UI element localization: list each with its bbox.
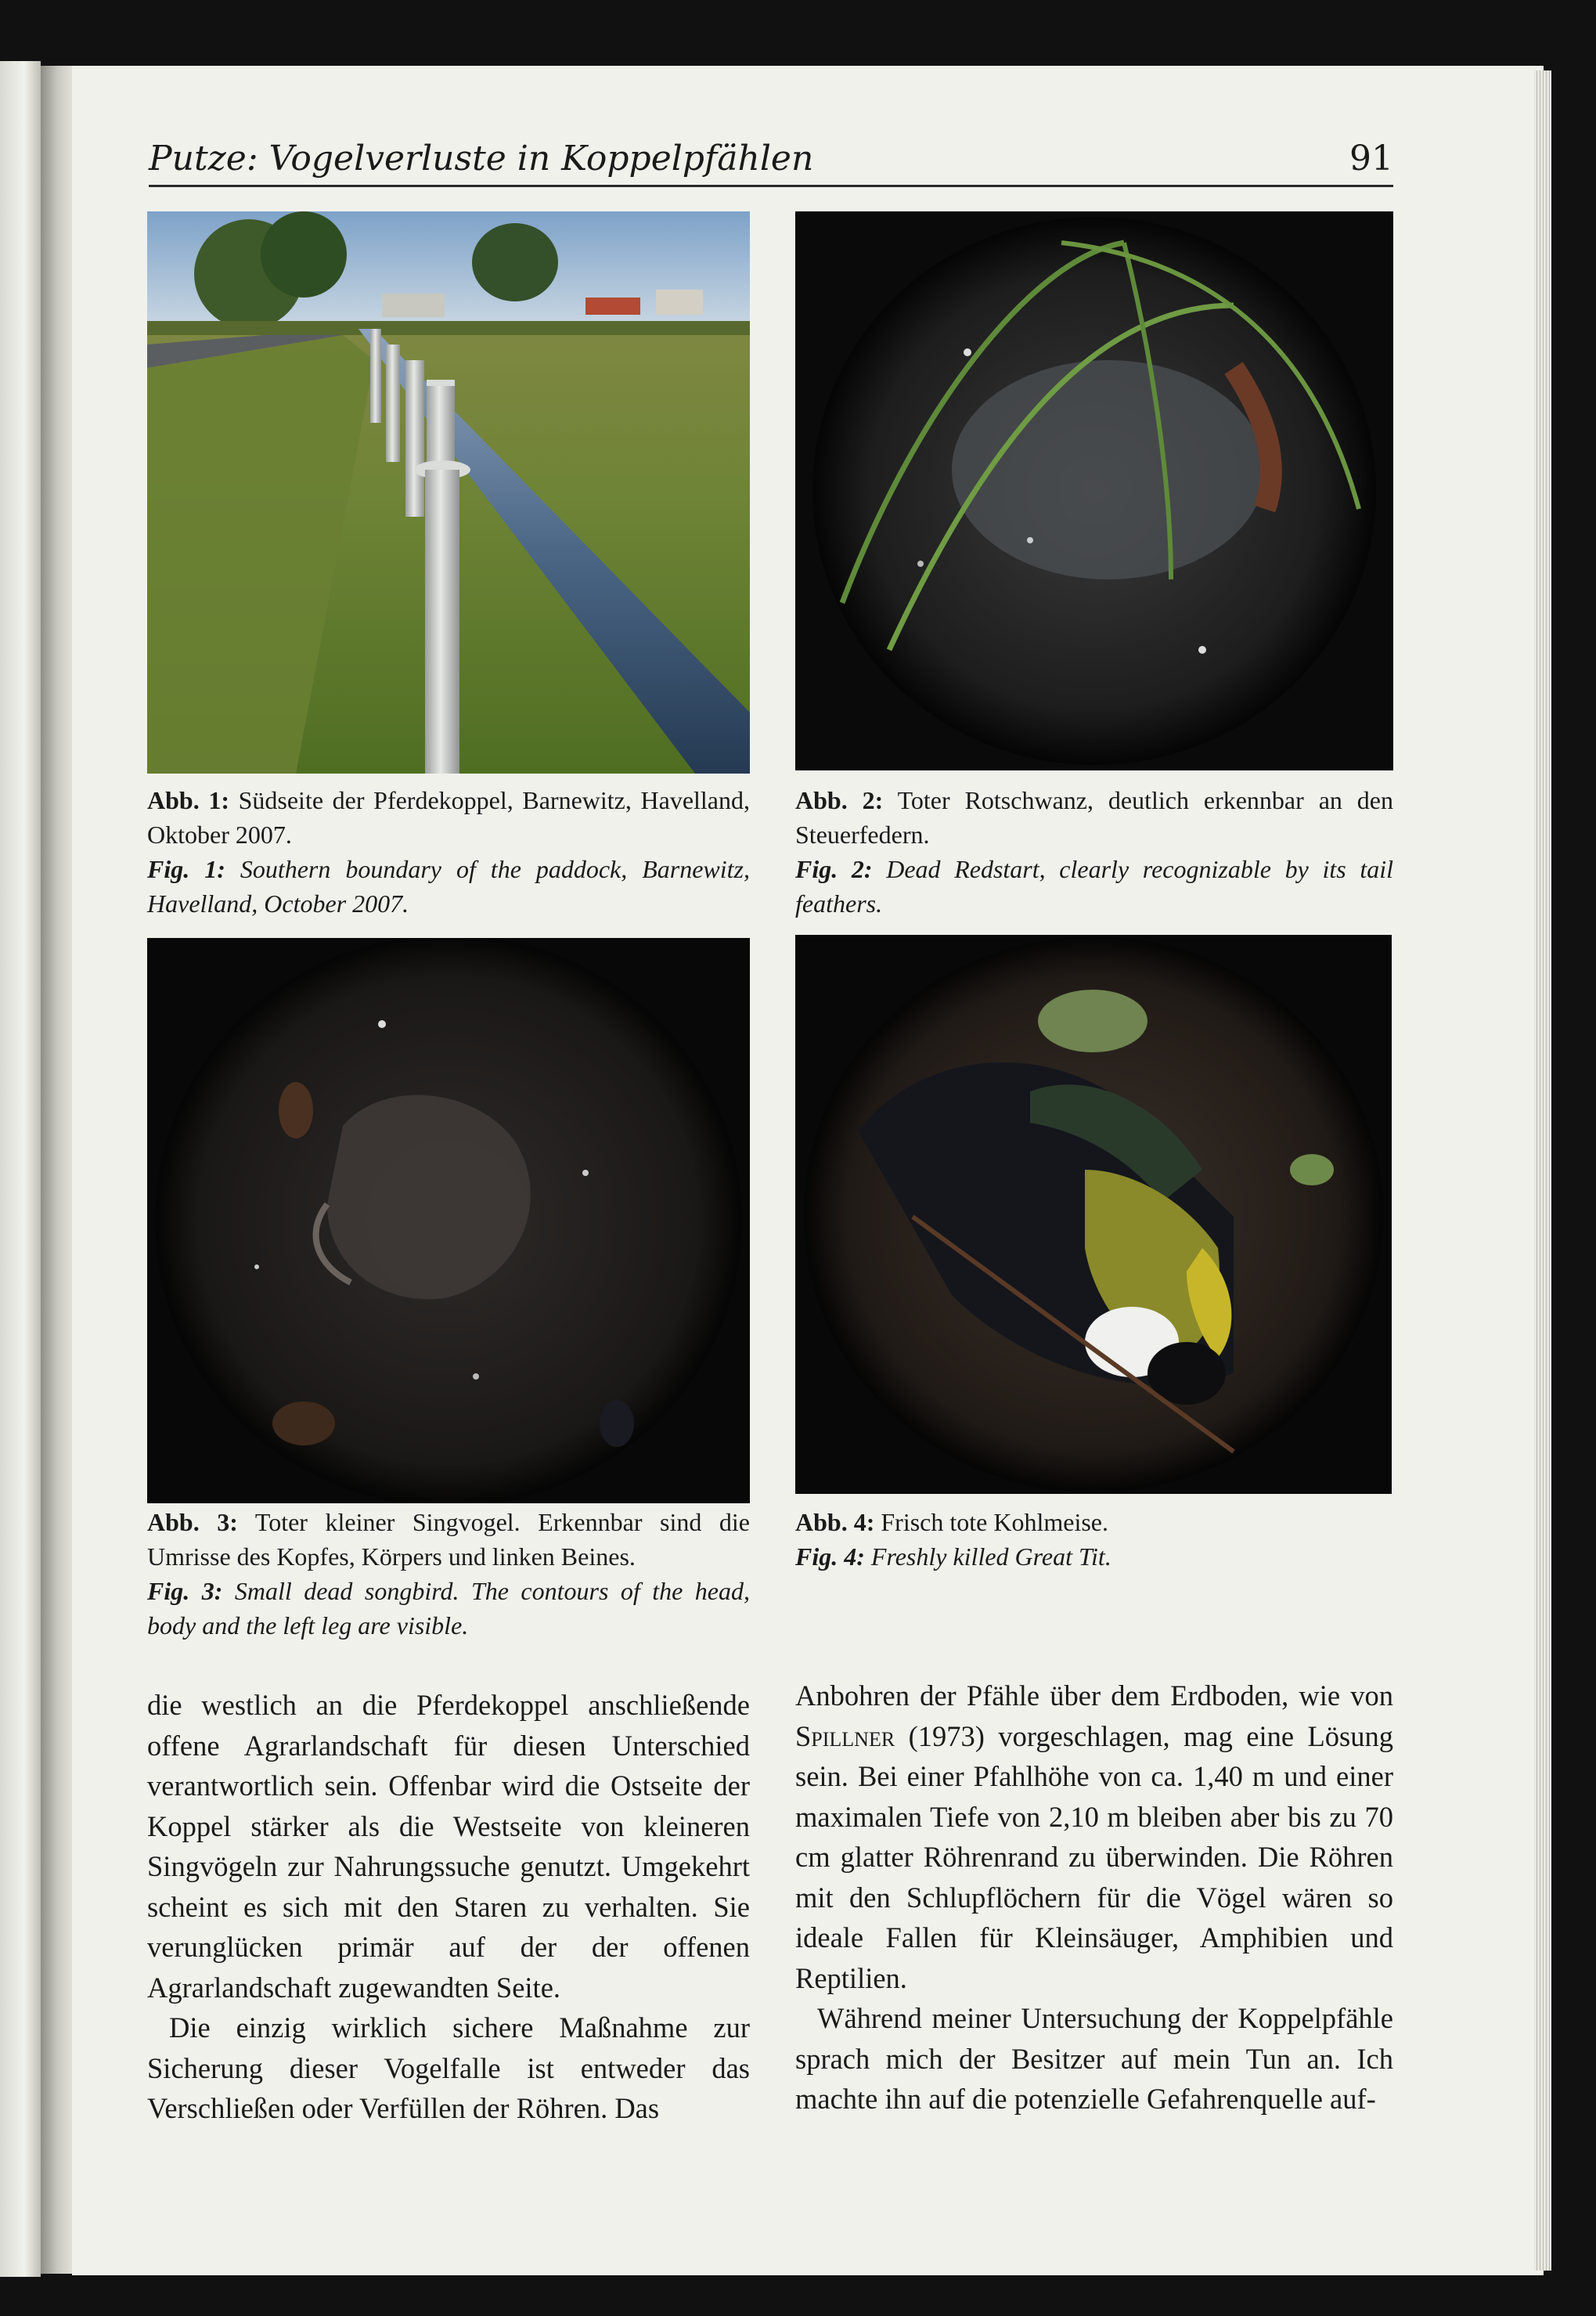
figure-3-caption [147, 1505, 750, 1643]
figure-4-label-de: Abb. 4: [795, 1508, 875, 1536]
figure-2-text-en: Dead Redstart, clearly recognizable by its tail feathers. [795, 855, 1394, 918]
figure-1-text-en: Southern boundary of the paddock, Barnewitz, Havelland, October 2007. [147, 855, 751, 918]
figure-1-text-de: Südseite der Pferdekoppel, Barnewitz, Havelland, Oktober 2007. [147, 786, 751, 849]
figure-3-text-en: Small dead songbird. The contours of the head, body and the left leg are visible. [147, 1577, 750, 1640]
figure-1-label-de: Abb. 1: [147, 786, 229, 814]
figure-3-label-de: Abb. 3: [147, 1508, 238, 1536]
figure-4-text-en: Freshly killed Great Tit. [864, 1542, 1111, 1571]
figure-2-label-de: Abb. 2: [795, 786, 884, 814]
figure-3-text-de: Toter kleiner Singvogel. Erkennbar sind die Umrisse des Kopfes, Körpers und linken Beines. [147, 1508, 750, 1571]
figure-1-photo [147, 211, 750, 774]
figure-3-label-en: Fig. 3: [147, 1577, 223, 1605]
body-column-right [795, 1676, 1393, 2119]
figure-3-photo [147, 938, 750, 1503]
page-header [149, 133, 1393, 187]
cited-author: Spillner [795, 1719, 895, 1752]
figure-2-text-de: Toter Rotschwanz, deutlich erkennbar an den Steuerfedern. [795, 786, 1393, 849]
figure-2-label-en: Fig. 2: [795, 855, 873, 883]
body-column-left [147, 1685, 750, 2129]
figure-2-photo [795, 211, 1393, 770]
body-left-paragraph-2: Die einzig wirklich sichere Maßnahme zur Sicherung dieser Vogelfalle ist entweder das Verschließen oder Verfüllen der Röhren. Das [147, 2011, 750, 2124]
figure-1-caption [147, 783, 750, 921]
figure-4-text-de: Frisch tote Kohlmeise. [874, 1508, 1108, 1536]
body-left-paragraph-1: die westlich an die Pferdekoppel anschließende offene Agrarlandschaft für diesen Unterschied verantwortlich sein. Offenbar wird die Ostseite der Koppel stärker als die Westseite von kleineren Singvögeln zur Nahrungssuche genutzt. Umgekehrt scheint es sich mit den Staren zu verhalten. Sie verunglücken primär auf der der offenen Agrarlandschaft zugewandten Seite. [147, 1689, 750, 2004]
page-stack-edge [1534, 70, 1551, 2271]
figure-2-caption [795, 783, 1393, 921]
page-number: 91 [1349, 139, 1393, 179]
figure-4-photo [795, 935, 1392, 1494]
body-right-paragraph-2: Während meiner Untersuchung der Koppelpfähle sprach mich der Besitzer auf mein Tun an. Ich machte ihn auf die potenzielle Gefahrenquelle auf- [795, 2002, 1393, 2115]
facing-page-edge [0, 61, 41, 2277]
body-right-paragraph-1: Anbohren der Pfähle über dem Erdboden, wie von Spillner (1973) vorgeschlagen, mag eine Lösung sein. Bei einer Pfahlhöhe von ca. 1,40 m und einer maximalen Tiefe von 2,10 m bleiben aber bis zu 70 cm glatter Röhrenrand zu überwinden. Die Röhren mit den Schlupflöchern für die Vögel wären so ideale Fallen für Kleinsäuger, Amphibien und Reptilien. [795, 1679, 1393, 1994]
figure-1-label-en: Fig. 1: [147, 855, 225, 883]
running-head: Putze: Vogelverluste in Koppelpfählen [149, 139, 814, 179]
figure-4-caption [795, 1505, 1393, 1574]
figure-4-label-en: Fig. 4: [795, 1542, 865, 1571]
